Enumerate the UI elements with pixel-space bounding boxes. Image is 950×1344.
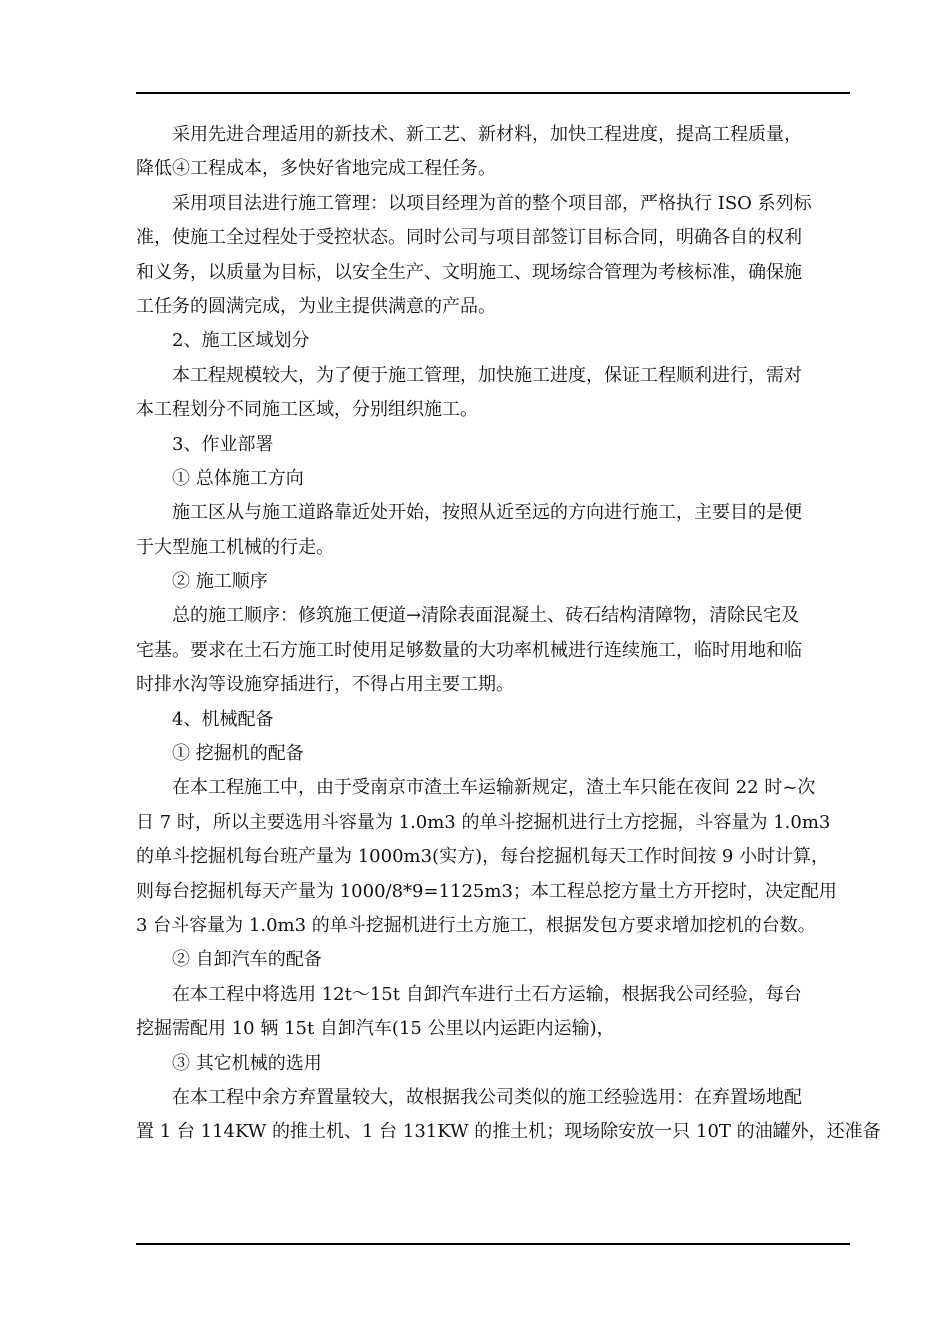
body-line: 工任务的圆满完成，为业主提供满意的产品。 bbox=[136, 295, 496, 317]
body-line: 本工程划分不同施工区域，分别组织施工。 bbox=[136, 399, 478, 421]
footer-rule bbox=[136, 1243, 850, 1245]
body-line: 本工程规模较大，为了便于施工管理，加快施工进度，保证工程顺利进行，需对 bbox=[172, 364, 802, 386]
body-line: 准，使施工全过程处于受控状态。同时公司与项目部签订目标合同，明确各自的权利 bbox=[136, 227, 802, 249]
body-line: 则每台挖掘机每天产量为 1000/8*9=1125m3；本工程总挖方量土方开挖时，决定配用 bbox=[136, 880, 837, 902]
body-line: 施工区从与施工道路靠近处开始，按照从近至远的方向进行施工，主要目的是便 bbox=[172, 502, 802, 524]
body-line: 在本工程施工中，由于受南京市渣土车运输新规定，渣土车只能在夜间 22 时~次 bbox=[172, 777, 816, 799]
subsection-heading: ② 施工顺序 bbox=[172, 571, 268, 593]
subsection-heading: ① 总体施工方向 bbox=[172, 467, 304, 489]
body-line: 的单斗挖掘机每台班产量为 1000m3(实方)，每台挖掘机每天工作时间按 9 小时计算， bbox=[136, 846, 829, 868]
body-line: 采用先进合理适用的新技术、新工艺、新材料，加快工程进度，提高工程质量， bbox=[172, 124, 802, 145]
header-rule bbox=[136, 92, 850, 94]
body-line: 降低④工程成本，多快好省地完成工程任务。 bbox=[136, 158, 496, 180]
section-heading: 4、机械配备 bbox=[172, 708, 274, 730]
document-body bbox=[136, 118, 881, 1150]
subsection-heading: ① 挖掘机的配备 bbox=[172, 743, 304, 765]
subsection-heading: ② 自卸汽车的配备 bbox=[172, 949, 322, 971]
section-heading: 3、作业部署 bbox=[172, 433, 274, 455]
body-line: 日 7 时，所以主要选用斗容量为 1.0m3 的单斗挖掘机进行土方挖掘，斗容量为 1.0m3 bbox=[136, 811, 831, 833]
body-line: 3 台斗容量为 1.0m3 的单斗挖掘机进行土方施工，根据发包方要求增加挖机的台数。 bbox=[136, 914, 816, 936]
section-heading: 2、施工区域划分 bbox=[172, 330, 310, 352]
body-line: 和义务，以质量为目标，以安全生产、文明施工、现场综合管理为考核标准，确保施 bbox=[136, 261, 802, 283]
body-line: 置 1 台 114KW 的推土机、1 台 131KW 的推土机；现场除安放一只 10T 的油罐外，还准备 bbox=[136, 1121, 881, 1143]
body-line: 在本工程中余方弃置量较大，故根据我公司类似的施工经验选用：在弃置场地配 bbox=[172, 1086, 802, 1108]
body-line: 总的施工顺序：修筑施工便道→清除表面混凝土、砖石结构清障物，清除民宅及 bbox=[172, 605, 800, 627]
body-line: 宅基。要求在土石方施工时使用足够数量的大功率机械进行连续施工，临时用地和临 bbox=[136, 639, 802, 661]
subsection-heading: ③ 其它机械的选用 bbox=[172, 1052, 322, 1074]
body-line: 在本工程中将选用 12t～15t 自卸汽车进行土石方运输，根据我公司经验，每台 bbox=[172, 983, 802, 1005]
body-line: 采用项目法进行施工管理：以项目经理为首的整个项目部，严格执行 ISO 系列标 bbox=[172, 192, 812, 214]
body-line: 时排水沟等设施穿插进行，不得占用主要工期。 bbox=[136, 674, 514, 696]
body-line: 于大型施工机械的行走。 bbox=[136, 536, 334, 558]
body-line: 挖掘需配用 10 辆 15t 自卸汽车(15 公里以内运距内运输)， bbox=[136, 1018, 615, 1040]
